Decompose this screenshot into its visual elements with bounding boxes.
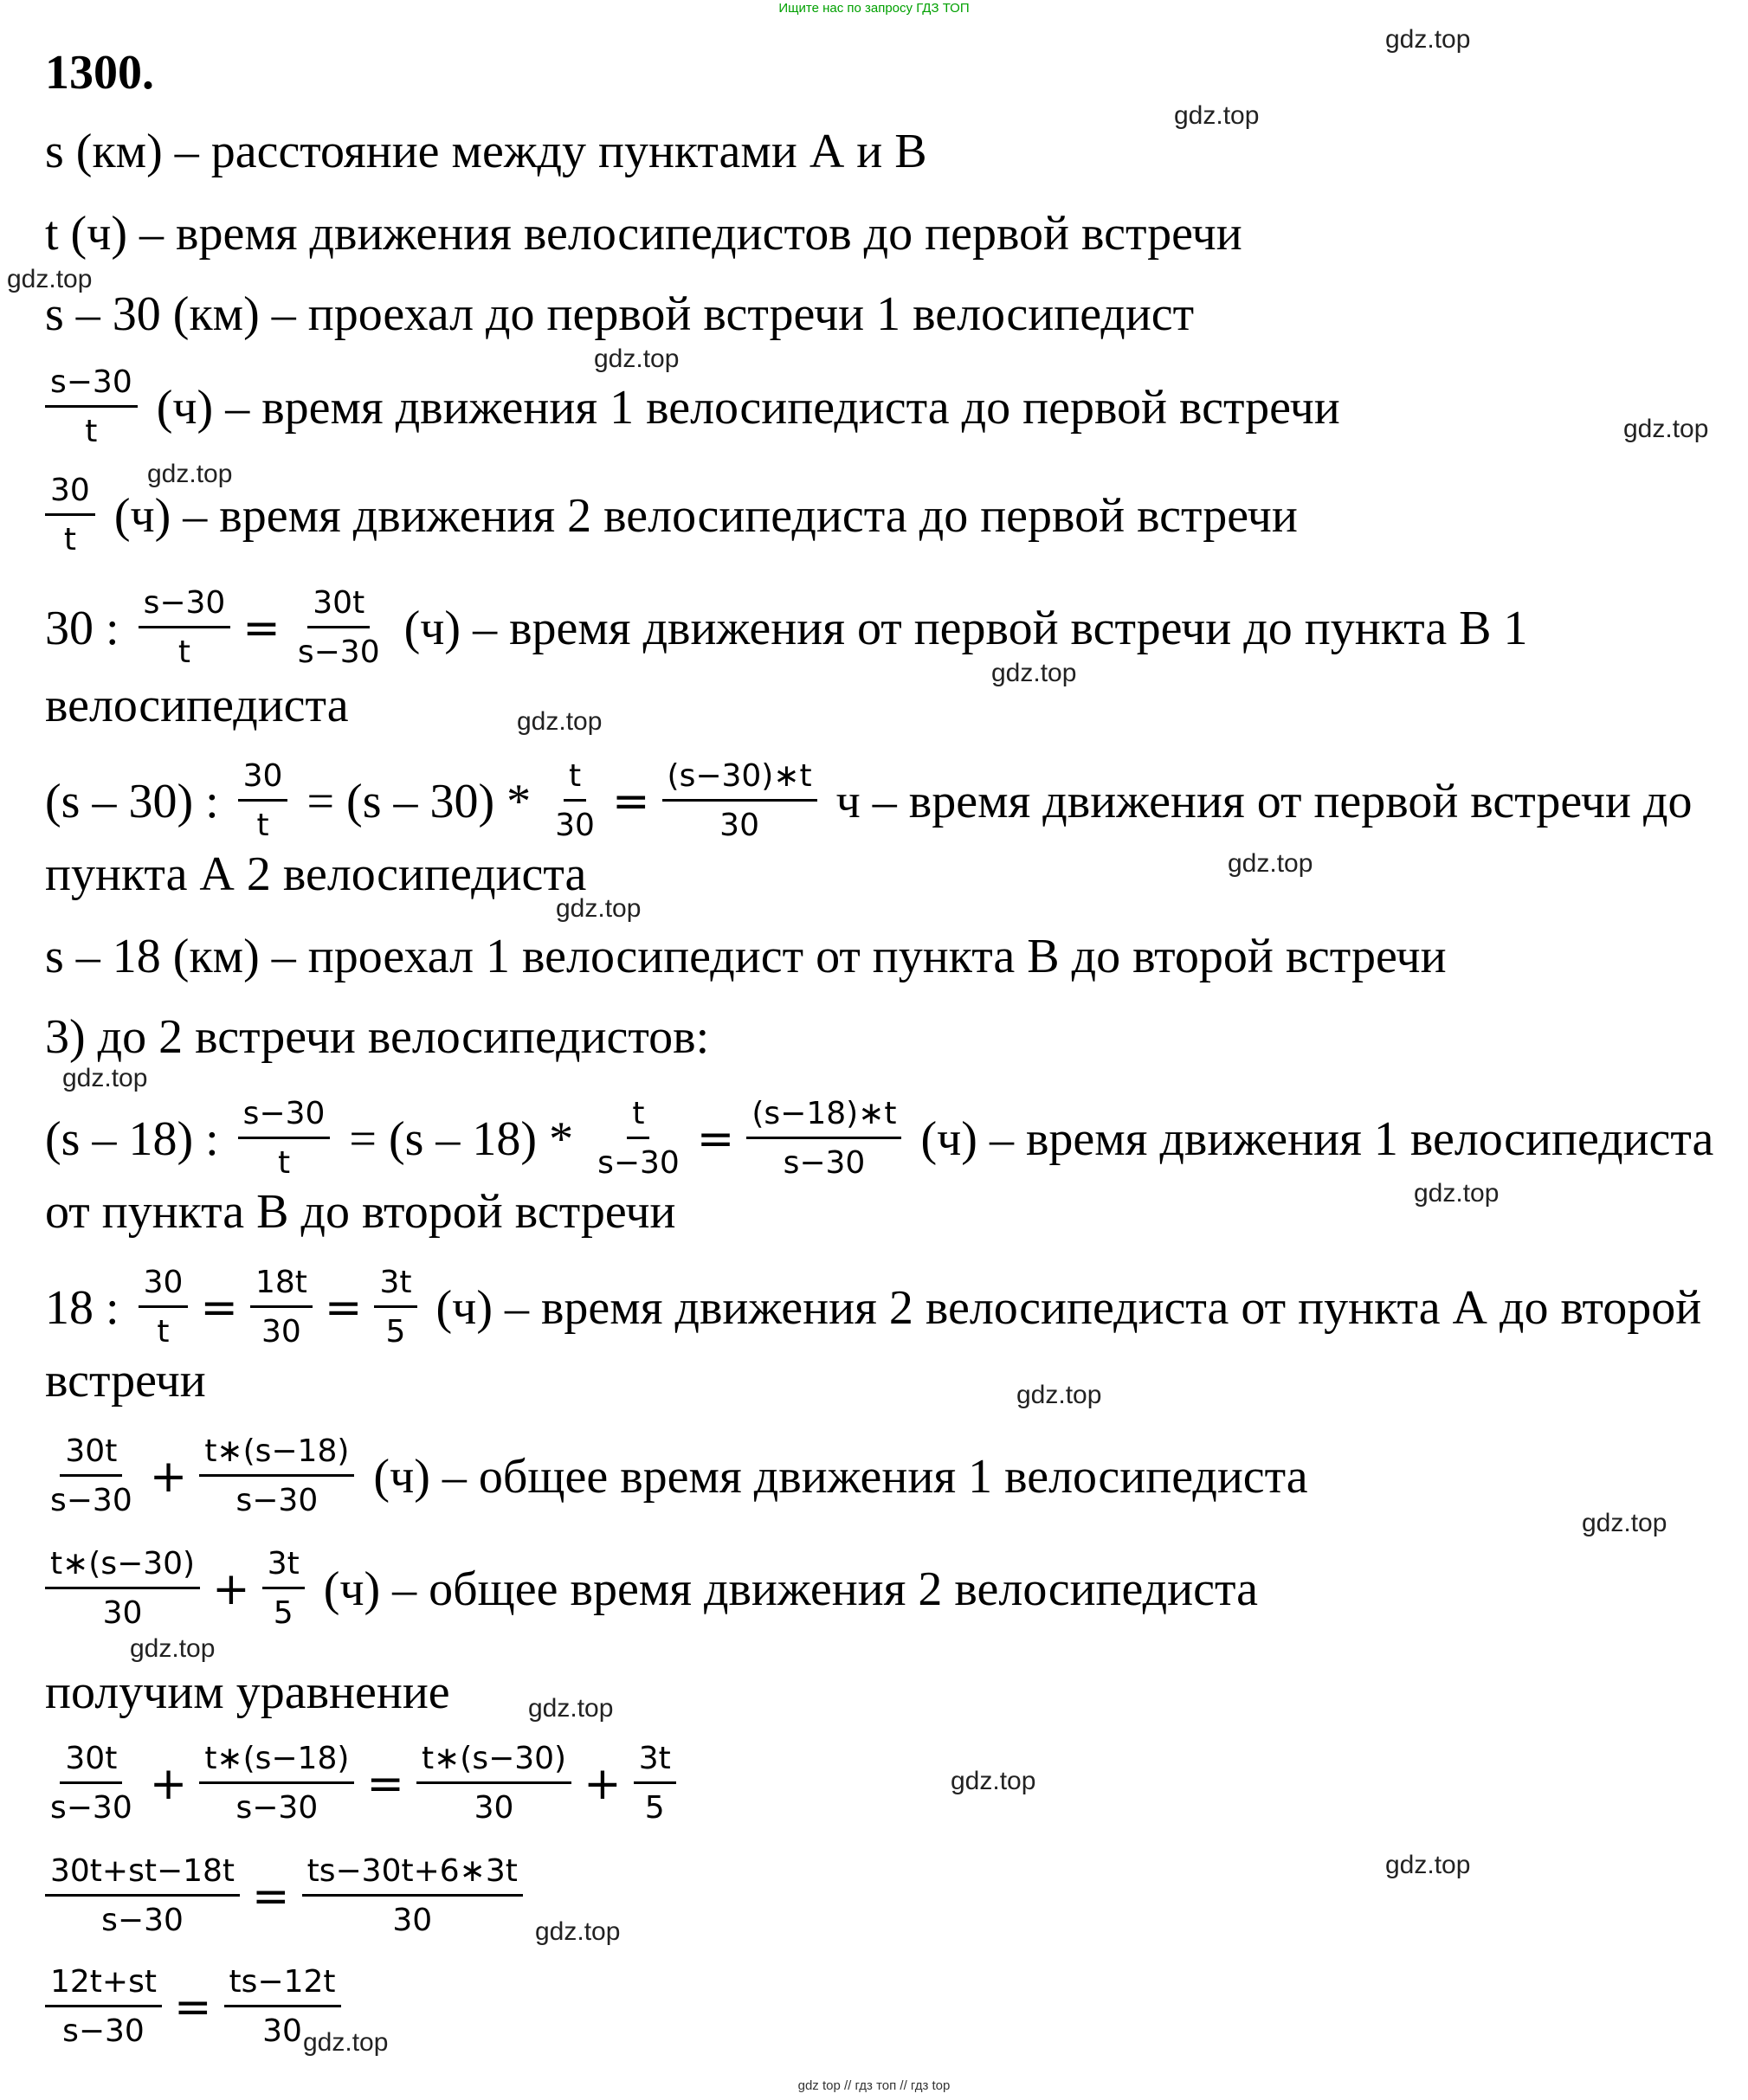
fraction: [550, 757, 600, 845]
fraction-numerator: t∗(s−18): [199, 1740, 354, 1784]
line-first-distance: [45, 288, 1194, 340]
fraction-numerator: t: [564, 757, 586, 802]
fraction-denominator: t: [157, 1314, 170, 1350]
equals-sign: =: [173, 1981, 212, 2033]
equation-1: [45, 1740, 683, 1827]
fraction: [45, 1545, 200, 1633]
text-span: 3) до 2 встречи велосипедистов:: [45, 1010, 710, 1064]
fraction: [139, 1264, 189, 1351]
fraction-numerator: 30: [45, 472, 95, 516]
fraction-numerator: ts−12t: [224, 1963, 341, 2007]
equals-sign: =: [252, 1870, 290, 1923]
fraction-denominator: 30: [719, 808, 759, 843]
fraction: [45, 1740, 138, 1827]
fraction: [238, 1095, 331, 1182]
fraction-denominator: s−30: [50, 1790, 132, 1826]
text-span: (s – 30) :: [45, 774, 231, 828]
fraction: [45, 364, 138, 451]
fraction-denominator: s−30: [597, 1145, 680, 1181]
equals-sign: =: [696, 1112, 735, 1165]
fraction: [662, 757, 817, 845]
watermark: gdz.top: [1385, 25, 1471, 54]
fraction-denominator: 30: [102, 1595, 143, 1631]
line-second-cyclist-time: [45, 472, 1298, 559]
plus-sign: +: [212, 1562, 250, 1615]
fraction-denominator: t: [277, 1145, 291, 1181]
watermark: gdz.top: [517, 707, 603, 736]
fraction-numerator: 3t: [374, 1264, 416, 1308]
fraction: [45, 1852, 240, 1940]
fraction-numerator: 30t: [307, 584, 370, 628]
watermark: gdz.top: [147, 460, 233, 488]
watermark: gdz.top: [62, 1064, 148, 1092]
fraction-denominator: t: [256, 808, 269, 843]
line-second-to-a-time-continued: [45, 848, 586, 900]
fraction-numerator: (s−30)∗t: [662, 757, 817, 802]
fraction-numerator: ts−30t+6∗3t: [302, 1852, 523, 1897]
watermark: gdz.top: [1623, 415, 1709, 443]
fraction: [302, 1852, 523, 1940]
fraction: [634, 1740, 676, 1827]
fraction-denominator: 30: [261, 1314, 301, 1350]
fraction-numerator: t∗(s−30): [45, 1545, 200, 1589]
equation-2: [45, 1852, 530, 1940]
line-second-distance: [45, 931, 1447, 982]
plus-sign: +: [149, 1757, 188, 1810]
line-first-from-b-time-continued: [45, 1186, 675, 1238]
plus-sign: +: [149, 1450, 188, 1503]
line-distance-definition: [45, 126, 927, 177]
fraction-numerator: 3t: [634, 1740, 676, 1784]
fraction-denominator: 30: [262, 2013, 302, 2049]
fraction-numerator: 30: [238, 757, 288, 802]
fraction-numerator: 18t: [250, 1264, 313, 1308]
search-hint: Ищите нас по запросу ГДЗ ТОП: [778, 1, 970, 16]
watermark: gdz.top: [7, 265, 93, 293]
fraction-numerator: 12t+st: [45, 1963, 162, 2007]
watermark: gdz.top: [1582, 1509, 1667, 1537]
text-span: s – 30 (км) – проехал до первой встречи 1 велосипедист: [45, 287, 1195, 341]
fraction-numerator: 30: [139, 1264, 189, 1308]
text-span: (ч) – время движения 1 велосипедиста до первой встречи: [144, 380, 1340, 435]
watermark: gdz.top: [556, 894, 642, 923]
fraction-numerator: 30t+st−18t: [45, 1852, 240, 1897]
text-span: ч – время движения от первой встречи до: [823, 774, 1693, 828]
fraction: [238, 757, 288, 845]
line-second-to-a-time: [45, 757, 1693, 845]
text-span: (ч) – общее время движения 1 велосипедиста: [361, 1449, 1308, 1504]
fraction-numerator: 30t: [60, 1433, 122, 1477]
fraction: [45, 472, 95, 559]
text-span: (ч) – время движения 2 велосипедиста от пункта А до второй: [423, 1280, 1702, 1335]
text-span: (ч) – общее время движения 2 велосипедиста: [311, 1562, 1258, 1616]
watermark: gdz.top: [594, 345, 680, 373]
fraction-denominator: 30: [474, 1790, 514, 1826]
fraction: [250, 1264, 313, 1351]
fraction-numerator: s−30: [139, 584, 231, 628]
fraction: [293, 584, 385, 672]
text-span: (ч) – время движения от первой встречи до пункта В 1: [391, 601, 1528, 655]
text-span: s (км) – расстояние между пунктами А и В: [45, 125, 927, 178]
fraction: [592, 1095, 685, 1182]
fraction-denominator: t: [85, 414, 98, 449]
fraction-numerator: s−30: [238, 1095, 331, 1139]
text-span: (s – 18) :: [45, 1111, 231, 1166]
fraction-denominator: s−30: [62, 2013, 145, 2049]
fraction-denominator: s−30: [297, 635, 380, 670]
watermark: gdz.top: [991, 659, 1077, 687]
text-span: пункта А 2 велосипедиста: [45, 847, 587, 901]
watermark: gdz.top: [951, 1767, 1036, 1795]
watermark: gdz.top: [1174, 101, 1260, 130]
watermark: gdz.top: [1016, 1381, 1102, 1409]
text-span: t (ч) – время движения велосипедистов до первой встречи: [45, 207, 1242, 261]
text-span: (ч) – время движения 2 велосипедиста до первой встречи: [101, 488, 1298, 543]
text-span: от пункта В до второй встречи: [45, 1185, 676, 1239]
equals-sign: =: [324, 1281, 363, 1334]
line-second-from-a-time: [45, 1264, 1701, 1351]
watermark: gdz.top: [1385, 1851, 1471, 1879]
fraction-numerator: t: [627, 1095, 649, 1139]
fraction-numerator: t∗(s−18): [199, 1433, 354, 1477]
fraction-denominator: 5: [644, 1790, 665, 1826]
watermark: gdz.top: [528, 1694, 614, 1723]
fraction-denominator: 5: [385, 1314, 406, 1350]
line-first-total-time: [45, 1433, 1308, 1520]
watermark: gdz.top: [1228, 849, 1313, 878]
fraction: [45, 1963, 162, 2051]
fraction: [199, 1740, 354, 1827]
fraction: [416, 1740, 571, 1827]
text-span: 18 :: [45, 1280, 132, 1335]
fraction-denominator: s−30: [101, 1903, 184, 1938]
line-time-definition: [45, 208, 1242, 260]
watermark: gdz.top: [535, 1917, 621, 1946]
fraction-numerator: 30t: [60, 1740, 122, 1784]
plus-sign: +: [584, 1757, 622, 1810]
text-span: = (s – 18) *: [337, 1111, 586, 1166]
fraction-denominator: t: [177, 635, 190, 670]
fraction-denominator: s−30: [50, 1483, 132, 1518]
fraction-numerator: 3t: [262, 1545, 305, 1589]
fraction: [374, 1264, 416, 1351]
fraction-denominator: s−30: [235, 1790, 319, 1826]
text-span: получим уравнение: [45, 1665, 450, 1719]
fraction-denominator: s−30: [783, 1145, 866, 1181]
line-first-to-b-time-continued: [45, 680, 349, 731]
line-first-cyclist-time: [45, 364, 1340, 451]
fraction-numerator: (s−18)∗t: [746, 1095, 901, 1139]
text-span: = (s – 30) *: [294, 774, 544, 828]
equals-sign: =: [611, 775, 650, 828]
line-second-from-a-time-continued: [45, 1355, 206, 1407]
text-span: (ч) – время движения 1 велосипедиста: [908, 1111, 1714, 1166]
fraction-denominator: 30: [555, 808, 595, 843]
fraction: [45, 1433, 138, 1520]
text-span: велосипедиста: [45, 679, 349, 732]
watermark: gdz.top: [1414, 1179, 1500, 1208]
fraction: [139, 584, 231, 672]
fraction-denominator: 5: [273, 1595, 293, 1631]
watermark: gdz.top: [303, 2028, 389, 2057]
fraction-denominator: 30: [392, 1903, 433, 1938]
line-step-3-heading: [45, 1011, 709, 1063]
equals-sign: =: [366, 1757, 404, 1810]
text-span: 30 :: [45, 601, 132, 655]
text-span: s – 18 (км) – проехал 1 велосипедист от пункта В до второй встречи: [45, 930, 1447, 983]
fraction-numerator: t∗(s−30): [416, 1740, 571, 1784]
fraction: [199, 1433, 354, 1520]
fraction: [746, 1095, 901, 1182]
fraction-denominator: s−30: [235, 1483, 319, 1518]
fraction-numerator: s−30: [45, 364, 138, 408]
line-first-to-b-time: [45, 584, 1528, 672]
text-span: встречи: [45, 1354, 206, 1408]
footer-watermark: gdz top // гдз топ // гдз top: [797, 2078, 951, 2093]
watermark: gdz.top: [130, 1634, 216, 1663]
equals-sign: =: [200, 1281, 238, 1334]
line-equation-intro: [45, 1666, 450, 1718]
line-first-from-b-time: [45, 1095, 1713, 1182]
fraction-denominator: t: [63, 522, 76, 557]
equals-sign: =: [242, 602, 281, 654]
line-second-total-time: [45, 1545, 1258, 1633]
fraction: [262, 1545, 305, 1633]
problem-number: 1300.: [45, 46, 154, 100]
